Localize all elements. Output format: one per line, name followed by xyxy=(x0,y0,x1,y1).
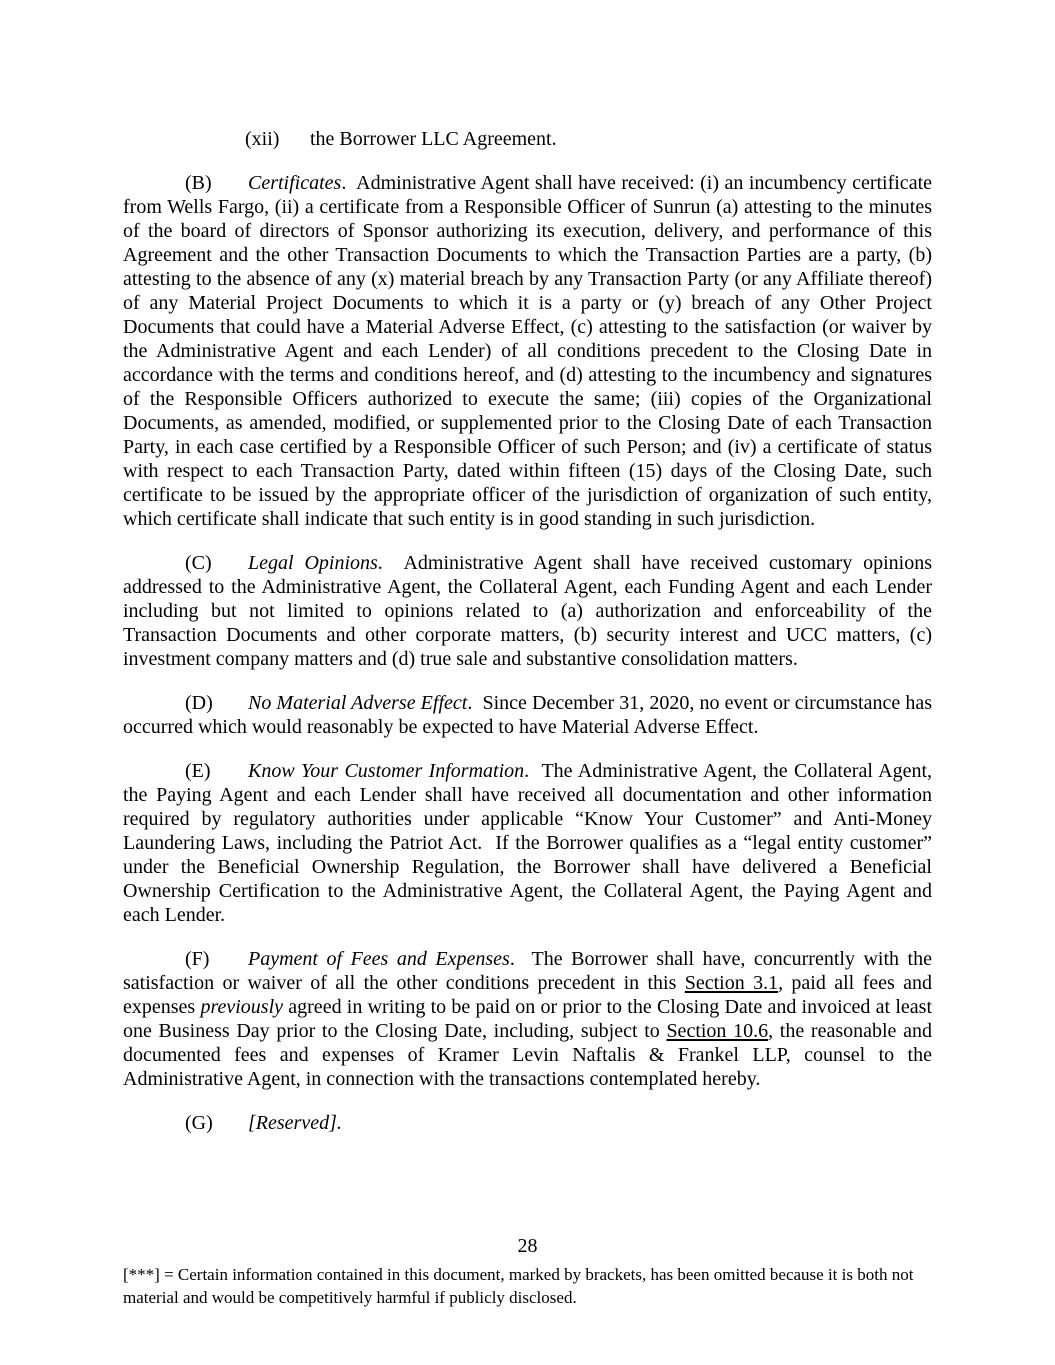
paragraph-label: (G) xyxy=(185,1112,213,1134)
text-run: Payment of Fees and Expenses xyxy=(248,948,510,970)
text-run: . The Borrower shall have, concurrently with the satisfaction or waiver of all the other conditions precedent in this xyxy=(123,948,932,994)
section-reference: Section 3.1 xyxy=(684,972,779,994)
clause-xii-label: (xii) xyxy=(245,128,280,150)
text-run: Certificates xyxy=(248,172,342,194)
paragraph xyxy=(123,947,932,1091)
paragraphs xyxy=(123,171,932,1135)
text-run: agreed in writing to be paid on or prior to the Closing Date and invoiced at least one Business Day prior to the Closing Date, including, subject to xyxy=(123,996,932,1042)
text-run: . The Administrative Agent, the Collateral Agent, the Paying Agent and each Lender shall have received all documentation and other information required by regulatory authorities under applicable “Know Your Customer” and Anti-Money Laundering Laws, including the Patriot Act. If the Borrower qualifies as a “legal entity customer” under the Beneficial Ownership Regulation, the Borrower shall have delivered a Beneficial Ownership Certification to the Administrative Agent, the Collateral Agent, the Paying Agent and each Lender. xyxy=(123,760,933,926)
confidentiality-footnote: [***] = Certain information contained in this document, marked by brackets, has been omitted because it is both not material and would be competitively harmful if publicly disclosed. xyxy=(123,1265,914,1307)
page-number: 28 xyxy=(517,1235,538,1257)
paragraph-label: (D) xyxy=(185,692,213,714)
text-run: Legal Opinions xyxy=(248,552,378,574)
paragraph-label: (B) xyxy=(185,172,212,194)
text-run: , paid all fees and expenses xyxy=(123,972,932,1018)
paragraph xyxy=(123,1111,932,1135)
text-run: No Material Adverse Effect xyxy=(248,692,468,714)
paragraph xyxy=(123,759,932,927)
paragraph xyxy=(123,691,932,739)
paragraph-label: (C) xyxy=(185,552,212,574)
paragraph-label: (F) xyxy=(185,948,210,970)
text-run: . Administrative Agent shall have received customary opinions addressed to the Administrative Agent, the Collateral Agent, each Funding Agent and each Lender including but not limited to opinions related to (a) authorization and enforceability of the Transaction Documents and other corporate matters, (b) security interest and UCC matters, (c) investment company matters and (d) true sale and substantive consolidation matters. xyxy=(123,552,933,670)
paragraph-text xyxy=(123,172,932,530)
paragraph-text xyxy=(123,760,932,926)
paragraph xyxy=(123,171,932,531)
text-run: previously xyxy=(200,996,284,1018)
paragraph xyxy=(123,551,932,671)
text-run: . Administrative Agent shall have received: (i) an incumbency certificate from Wells Fargo, (ii) a certificate from a Responsible Officer of Sunrun (a) attesting to the minutes of the board of directors of Sponsor authorizing its execution, delivery, and performance of this Agreement and the other Transaction Documents to which the Transaction Parties are a party, (b) attesting to the absence of any (x) material breach by any Transaction Party (or any Affiliate thereof) of any Material Project Documents to which it is a party or (y) breach of any Other Project Documents that could have a Material Adverse Effect, (c) attesting to the satisfaction (or waiver by the Administrative Agent and each Lender) of all conditions precedent to the Closing Date in accordance with the terms and conditions hereof, and (d) attesting to the incumbency and signatures of the Responsible Officers authorized to execute the same; (iii) copies of the Organizational Documents, as amended, modified, or supplemented prior to the Closing Date of each Transaction Party, in each case certified by a Responsible Officer of such Person; and (iv) a certificate of status with respect to each Transaction Party, dated within fifteen (15) days of the Closing Date, such certificate to be issued by the appropriate officer of the jurisdiction of organization of such entity, which certificate shall indicate that such entity is in good standing in such jurisdiction. xyxy=(123,172,932,530)
text-run: Know Your Customer Information xyxy=(248,760,525,782)
text-run: . Since December 31, 2020, no event or circumstance has occurred which would reasonably be expected to have Material Adverse Effect. xyxy=(123,692,932,738)
section-reference: Section 10.6 xyxy=(666,1020,769,1042)
page-footer xyxy=(123,1234,932,1309)
document-body xyxy=(123,127,932,1135)
text-run: [Reserved]. xyxy=(248,1112,342,1134)
clause-xii xyxy=(123,127,932,151)
paragraph-text xyxy=(248,1112,342,1134)
paragraph-label: (E) xyxy=(185,760,211,782)
text-run: , the reasonable and documented fees and expenses of Kramer Levin Naftalis & Frankel LLP, counsel to the Administrative Agent, in connection with the transactions contemplated hereby. xyxy=(123,1020,932,1090)
clause-xii-text: the Borrower LLC Agreement. xyxy=(310,128,557,150)
